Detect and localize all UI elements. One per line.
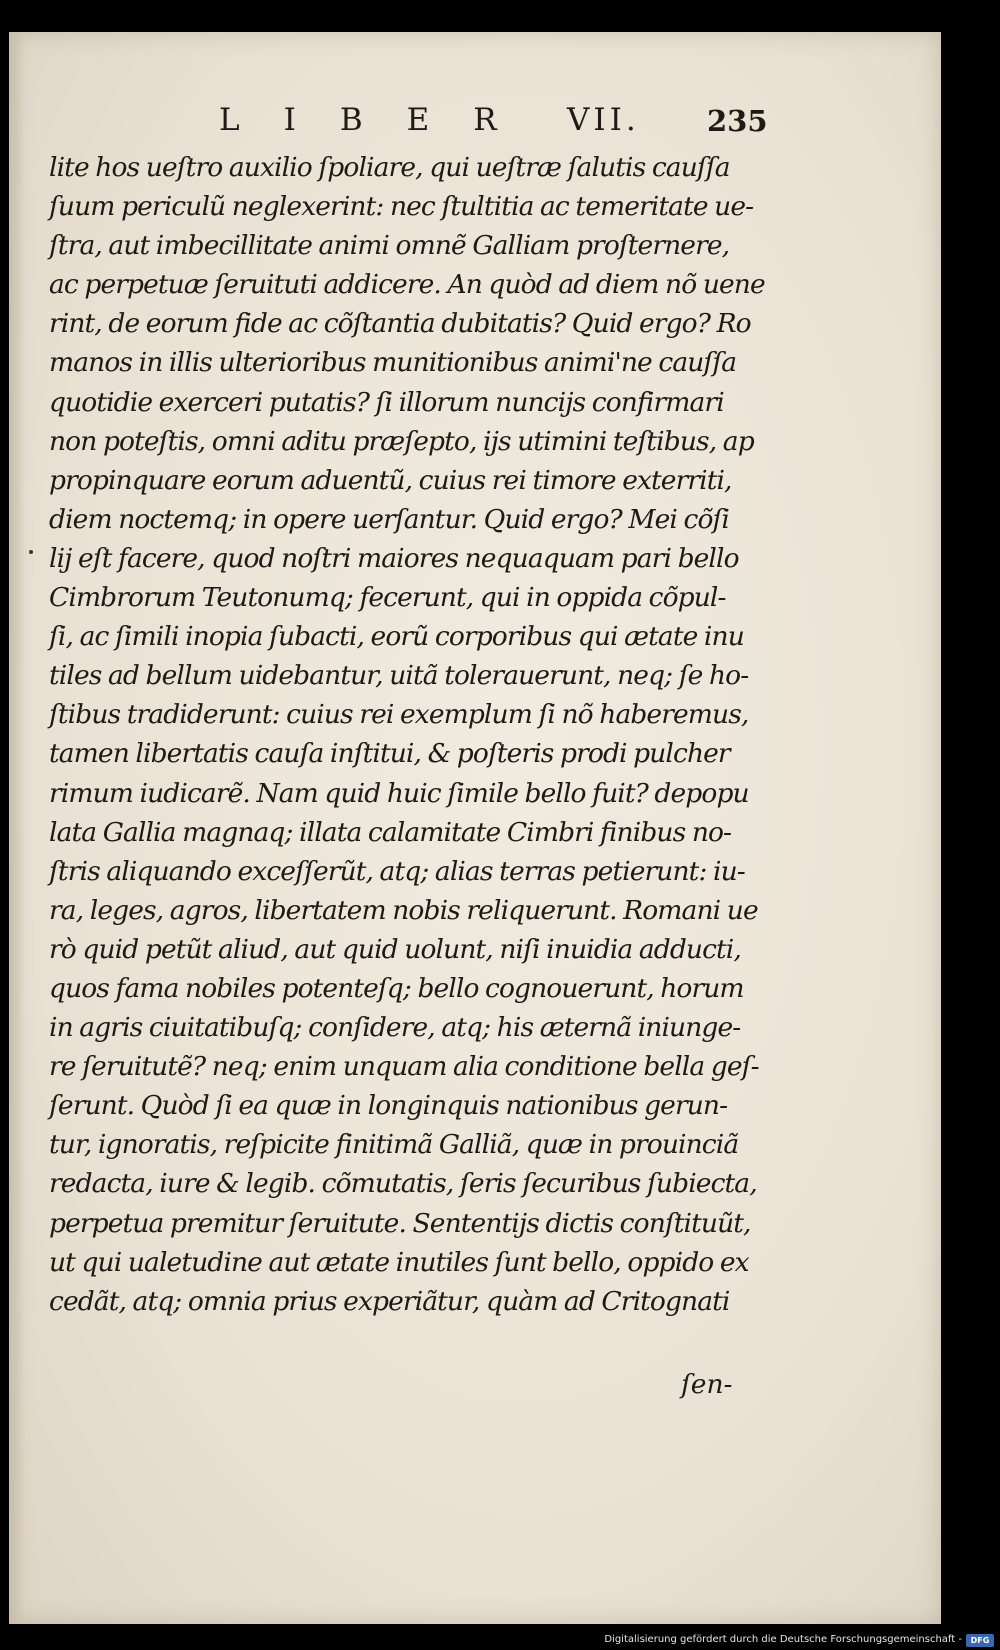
text-line: cedãt, atq; omnia prius experiãtur, quàm ad Critognati [49, 1285, 730, 1317]
dfg-logo: DFG [966, 1634, 994, 1647]
text-line: tamen libertatis cauſa inſtitui, & poſteris prodi pulcher [49, 738, 730, 770]
text-line: ſi, ac ſimili inopia ſubacti, eorũ corporibus qui ætate inu [49, 621, 744, 653]
digitization-credit: Digitalisierung gefördert durch die Deutsche Forschungsgemeinschaft - [604, 1634, 962, 1645]
margin-mark [29, 550, 33, 554]
book-page [9, 32, 941, 1624]
body-text [49, 148, 789, 1321]
text-line: tur, ignoratis, reſpicite finitimã Galliã, quæ in prouinciã [49, 1129, 739, 1161]
text-line: ſtra, aut imbecillitate animi omnẽ Galliam proſternere, [49, 230, 730, 262]
running-head-title: LIBER [219, 102, 541, 138]
text-line: propinquare eorum aduentũ, cuius rei timore exterriti, [49, 464, 732, 496]
text-line: ra, leges, agros, libertatem nobis reliquerunt. Romani ue [49, 894, 758, 926]
text-line: quotidie exerceri putatis? ſi illorum nuncijs confirmari [49, 386, 724, 418]
text-line: lata Gallia magnaq; illata calamitate Cimbri finibus no- [49, 816, 732, 848]
text-line: lij eſt facere, quod noſtri maiores nequaquam pari bello [49, 542, 739, 574]
text-line: lite hos ueſtro auxilio ſpoliare, qui ueſtræ ſalutis cauſſa [49, 152, 730, 183]
text-line: ſtibus tradiderunt: cuius rei exemplum ſi nõ haberemus, [49, 699, 749, 731]
text-line: ac perpetuæ ſeruituti addicere. An quòd ad diem nõ uene [49, 269, 765, 301]
text-line: ſerunt. Quòd ſi ea quæ in longinquis nationibus gerun- [49, 1090, 728, 1122]
text-line: rint, de eorum fide ac cõſtantia dubitatis? Quid ergo? Ro [49, 308, 751, 340]
page-gutter-shadow [9, 32, 25, 1624]
folio-number: 235 [707, 104, 768, 138]
text-line: redacta, iure & legib. cõmutatis, ſeris ſecuribus ſubiecta, [49, 1168, 757, 1200]
running-head-book-number: VII. [567, 102, 640, 138]
text-line: rò quid petũt aliud, aut quid uolunt, niſi inuidia adducti, [49, 933, 741, 965]
text-line: perpetua premitur ſeruitute. Sententijs dictis conſtituũt, [49, 1207, 751, 1239]
text-line: ſtris aliquando exceſſerũt, atq; alias terras petierunt: iu- [49, 855, 745, 887]
text-line: non poteſtis, omni aditu præſepto, ijs utimini teſtibus, ap [49, 425, 754, 457]
text-line: in agris ciuitatibuſq; conſidere, atq; his æternã iniunge- [49, 1012, 741, 1044]
text-line: ſuum periculũ neglexerint: nec ſtultitia ac temeritate ue- [49, 191, 754, 223]
text-line: re ſeruitutẽ? neq; enim unquam alia conditione bella geſ- [49, 1051, 759, 1083]
text-line: Cimbrorum Teutonumq; fecerunt, qui in oppida cõpul- [49, 582, 726, 614]
running-head [219, 102, 809, 142]
text-line: manos in illis ulterioribus munitionibus animi'ne cauſſa [49, 347, 737, 379]
catchword: ſen- [681, 1369, 733, 1400]
text-line: diem noctemq; in opere uerſantur. Quid ergo? Mei cõſi [49, 503, 730, 535]
text-line: ut qui ualetudine aut ætate inutiles ſunt bello, oppido ex [49, 1246, 749, 1278]
text-line: tiles ad bellum uidebantur, uitã tolerauerunt, neq; ſe ho- [49, 660, 749, 692]
text-line: rimum iudicarẽ. Nam quid huic ſimile bello fuit? depopu [49, 777, 749, 809]
text-line: quos fama nobiles potenteſq; bello cognouerunt, horum [49, 972, 744, 1004]
